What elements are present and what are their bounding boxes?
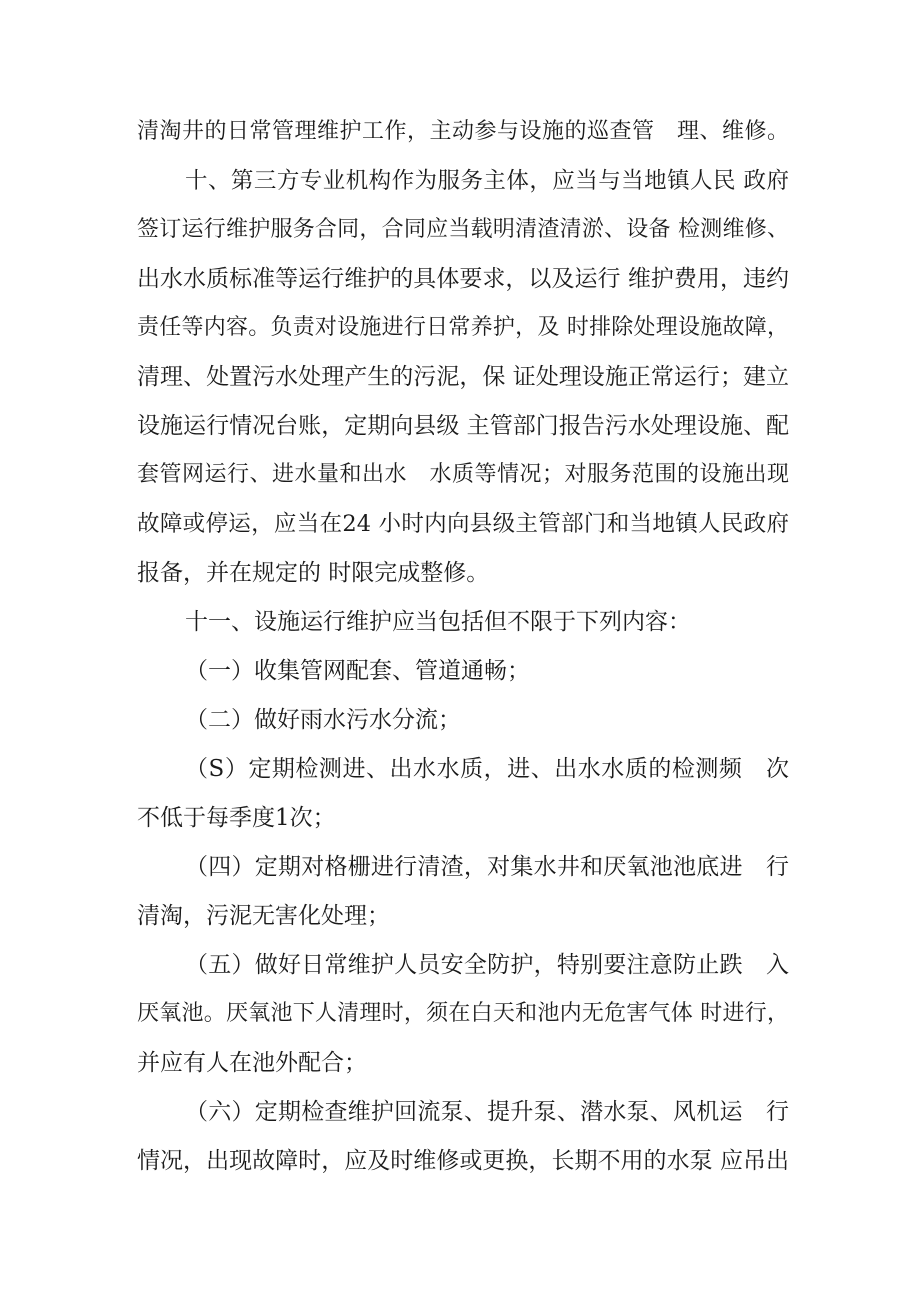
list-item: （五）做好日常维护人员安全防护，特别要注意防止跌 入 [185,952,789,978]
text-line: 情况，出现故障时，应及时维修或更换，长期不用的水泵 应吊出 [137,1148,789,1174]
text-line: 报备，并在规定的 时限完成整修。 [137,560,490,586]
text-line: 套管网运行、进水量和出水 水质等情况；对服务范围的设施出现 [137,462,789,487]
list-item: （一）收集管网配套、管道通畅； [185,658,530,684]
text-line: 清淘，污泥无害化处理； [137,903,390,929]
text-line: 设施运行情况台账，定期向县级 主管部门报告污水处理设施、配 [137,413,789,439]
list-item: （二）做好雨水污水分流； [185,707,461,733]
text-line: 并应有人在池外配合； [137,1050,367,1076]
text-line: 不低于每季度1次； [137,805,336,831]
text-line: 签订运行维护服务合同，合同应当载明清渣清淤、设备 检测维修、 [137,217,789,242]
text-line: 责任等内容。负责对设施进行日常养护，及 时排除处理设施故障， [137,315,789,340]
list-item: （六）定期检查维护回流泵、提升泵、潜水泵、风机运 行 [185,1099,789,1125]
text-line: 十、第三方专业机构作为服务主体，应当与当地镇人民 政府 [185,168,789,194]
text-line: 出水水质标准等运行维护的具体要求，以及运行 维护费用，违约 [137,266,789,292]
list-item: （四）定期对格栅进行清渣，对集水井和厌氧池池底进 行 [185,854,789,880]
text-line: 故障或停运，应当在24 小时内向县级主管部门和当地镇人民政府 [137,511,789,537]
section-heading: 十一、设施运行维护应当包括但不限于下列内容： [185,609,691,635]
list-item: （S）定期检测进、出水水质，进、出水水质的检测频 次 [185,756,789,782]
text-line: 清淘井的日常管理维护工作，主动参与设施的巡查管 理、维修。 [137,119,789,144]
text-line: 清理、处置污水处理产生的污泥，保 证处理设施正常运行；建立 [137,364,789,390]
text-line: 厌氧池。厌氧池下人清理时，须在白天和池内无危害气体 时进行， [137,1001,789,1026]
